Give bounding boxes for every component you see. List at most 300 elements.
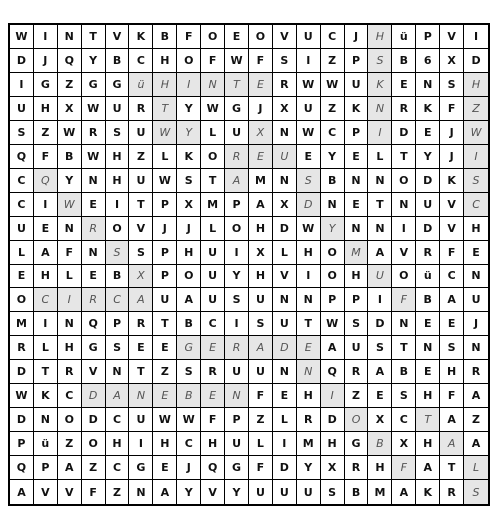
- grid-cell-r2-c11[interactable]: R: [273, 73, 297, 97]
- grid-cell-r12-c14[interactable]: S: [345, 312, 369, 336]
- grid-cell-r15-c5[interactable]: N: [129, 384, 153, 408]
- grid-cell-r5-c13[interactable]: Y: [321, 145, 345, 169]
- grid-cell-r7-c10[interactable]: A: [249, 193, 273, 217]
- grid-cell-r1-c18[interactable]: X: [440, 49, 464, 73]
- grid-cell-r14-c3[interactable]: V: [82, 360, 106, 384]
- grid-cell-r15-c9[interactable]: N: [225, 384, 249, 408]
- grid-cell-r9-c6[interactable]: P: [153, 241, 177, 265]
- grid-cell-r0-c16[interactable]: ü: [392, 25, 416, 49]
- grid-cell-r4-c7[interactable]: Y: [177, 121, 201, 145]
- grid-cell-r14-c12[interactable]: N: [297, 360, 321, 384]
- grid-cell-r0-c11[interactable]: V: [273, 25, 297, 49]
- grid-cell-r5-c2[interactable]: B: [58, 145, 82, 169]
- grid-cell-r9-c11[interactable]: L: [273, 241, 297, 265]
- grid-cell-r4-c12[interactable]: W: [297, 121, 321, 145]
- grid-cell-r11-c4[interactable]: C: [106, 288, 130, 312]
- grid-cell-r17-c19[interactable]: A: [464, 432, 488, 456]
- grid-cell-r13-c2[interactable]: H: [58, 336, 82, 360]
- grid-cell-r10-c12[interactable]: I: [297, 265, 321, 289]
- grid-cell-r4-c17[interactable]: E: [416, 121, 440, 145]
- grid-cell-r10-c18[interactable]: C: [440, 265, 464, 289]
- grid-cell-r7-c3[interactable]: E: [82, 193, 106, 217]
- grid-cell-r18-c2[interactable]: A: [58, 456, 82, 480]
- grid-cell-r15-c7[interactable]: B: [177, 384, 201, 408]
- grid-cell-r19-c8[interactable]: V: [201, 480, 225, 504]
- grid-cell-r0-c2[interactable]: N: [58, 25, 82, 49]
- grid-cell-r3-c19[interactable]: Z: [464, 97, 488, 121]
- grid-cell-r0-c10[interactable]: O: [249, 25, 273, 49]
- grid-cell-r0-c18[interactable]: V: [440, 25, 464, 49]
- grid-cell-r13-c4[interactable]: S: [106, 336, 130, 360]
- grid-cell-r6-c10[interactable]: M: [249, 169, 273, 193]
- grid-cell-r14-c15[interactable]: A: [368, 360, 392, 384]
- grid-cell-r5-c17[interactable]: Y: [416, 145, 440, 169]
- grid-cell-r13-c14[interactable]: U: [345, 336, 369, 360]
- grid-cell-r16-c13[interactable]: D: [321, 408, 345, 432]
- grid-cell-r10-c1[interactable]: H: [34, 265, 58, 289]
- grid-cell-r0-c7[interactable]: F: [177, 25, 201, 49]
- grid-cell-r16-c4[interactable]: C: [106, 408, 130, 432]
- grid-cell-r6-c11[interactable]: N: [273, 169, 297, 193]
- grid-cell-r17-c17[interactable]: H: [416, 432, 440, 456]
- grid-cell-r15-c13[interactable]: I: [321, 384, 345, 408]
- grid-cell-r12-c8[interactable]: C: [201, 312, 225, 336]
- grid-cell-r3-c5[interactable]: R: [129, 97, 153, 121]
- grid-cell-r7-c15[interactable]: T: [368, 193, 392, 217]
- grid-cell-r8-c5[interactable]: V: [129, 217, 153, 241]
- grid-cell-r3-c18[interactable]: F: [440, 97, 464, 121]
- grid-cell-r14-c17[interactable]: E: [416, 360, 440, 384]
- grid-cell-r7-c13[interactable]: N: [321, 193, 345, 217]
- grid-cell-r19-c7[interactable]: Y: [177, 480, 201, 504]
- grid-cell-r17-c1[interactable]: ü: [34, 432, 58, 456]
- grid-cell-r10-c17[interactable]: ü: [416, 265, 440, 289]
- grid-cell-r10-c3[interactable]: E: [82, 265, 106, 289]
- grid-cell-r16-c10[interactable]: Z: [249, 408, 273, 432]
- grid-cell-r6-c9[interactable]: A: [225, 169, 249, 193]
- grid-cell-r9-c12[interactable]: H: [297, 241, 321, 265]
- grid-cell-r13-c3[interactable]: G: [82, 336, 106, 360]
- grid-cell-r7-c4[interactable]: I: [106, 193, 130, 217]
- grid-cell-r1-c15[interactable]: S: [368, 49, 392, 73]
- grid-cell-r9-c7[interactable]: H: [177, 241, 201, 265]
- grid-cell-r2-c10[interactable]: E: [249, 73, 273, 97]
- grid-cell-r10-c16[interactable]: O: [392, 265, 416, 289]
- grid-cell-r3-c8[interactable]: W: [201, 97, 225, 121]
- grid-cell-r11-c8[interactable]: U: [201, 288, 225, 312]
- grid-cell-r15-c15[interactable]: E: [368, 384, 392, 408]
- grid-cell-r6-c13[interactable]: B: [321, 169, 345, 193]
- grid-cell-r0-c19[interactable]: I: [464, 25, 488, 49]
- grid-cell-r7-c17[interactable]: U: [416, 193, 440, 217]
- grid-cell-r1-c12[interactable]: I: [297, 49, 321, 73]
- grid-cell-r5-c15[interactable]: L: [368, 145, 392, 169]
- grid-cell-r2-c17[interactable]: N: [416, 73, 440, 97]
- grid-cell-r12-c9[interactable]: I: [225, 312, 249, 336]
- grid-cell-r3-c11[interactable]: X: [273, 97, 297, 121]
- grid-cell-r16-c8[interactable]: F: [201, 408, 225, 432]
- grid-cell-r15-c0[interactable]: W: [10, 384, 34, 408]
- grid-cell-r13-c13[interactable]: A: [321, 336, 345, 360]
- grid-cell-r9-c4[interactable]: S: [106, 241, 130, 265]
- grid-cell-r8-c11[interactable]: D: [273, 217, 297, 241]
- grid-cell-r19-c3[interactable]: F: [82, 480, 106, 504]
- grid-cell-r3-c7[interactable]: Y: [177, 97, 201, 121]
- grid-cell-r13-c10[interactable]: A: [249, 336, 273, 360]
- grid-cell-r2-c16[interactable]: E: [392, 73, 416, 97]
- grid-cell-r11-c1[interactable]: C: [34, 288, 58, 312]
- grid-cell-r11-c11[interactable]: N: [273, 288, 297, 312]
- grid-cell-r8-c0[interactable]: U: [10, 217, 34, 241]
- grid-cell-r17-c18[interactable]: A: [440, 432, 464, 456]
- grid-cell-r16-c2[interactable]: O: [58, 408, 82, 432]
- grid-cell-r3-c15[interactable]: N: [368, 97, 392, 121]
- grid-cell-r3-c12[interactable]: U: [297, 97, 321, 121]
- grid-cell-r14-c6[interactable]: Z: [153, 360, 177, 384]
- grid-cell-r17-c8[interactable]: H: [201, 432, 225, 456]
- grid-cell-r10-c8[interactable]: U: [201, 265, 225, 289]
- grid-cell-r11-c0[interactable]: O: [10, 288, 34, 312]
- grid-cell-r2-c12[interactable]: W: [297, 73, 321, 97]
- grid-cell-r14-c13[interactable]: Q: [321, 360, 345, 384]
- grid-cell-r9-c10[interactable]: X: [249, 241, 273, 265]
- grid-cell-r6-c18[interactable]: K: [440, 169, 464, 193]
- grid-cell-r5-c7[interactable]: K: [177, 145, 201, 169]
- grid-cell-r4-c16[interactable]: D: [392, 121, 416, 145]
- grid-cell-r5-c11[interactable]: U: [273, 145, 297, 169]
- grid-cell-r5-c6[interactable]: L: [153, 145, 177, 169]
- grid-cell-r4-c9[interactable]: U: [225, 121, 249, 145]
- grid-cell-r8-c2[interactable]: N: [58, 217, 82, 241]
- grid-cell-r3-c3[interactable]: W: [82, 97, 106, 121]
- grid-cell-r9-c15[interactable]: A: [368, 241, 392, 265]
- grid-cell-r12-c7[interactable]: B: [177, 312, 201, 336]
- grid-cell-r3-c1[interactable]: H: [34, 97, 58, 121]
- grid-cell-r7-c18[interactable]: V: [440, 193, 464, 217]
- grid-cell-r9-c13[interactable]: O: [321, 241, 345, 265]
- grid-cell-r18-c0[interactable]: Q: [10, 456, 34, 480]
- grid-cell-r0-c4[interactable]: V: [106, 25, 130, 49]
- grid-cell-r3-c0[interactable]: U: [10, 97, 34, 121]
- grid-cell-r6-c12[interactable]: S: [297, 169, 321, 193]
- grid-cell-r1-c8[interactable]: F: [201, 49, 225, 73]
- grid-cell-r4-c11[interactable]: N: [273, 121, 297, 145]
- grid-cell-r11-c2[interactable]: I: [58, 288, 82, 312]
- grid-cell-r4-c10[interactable]: X: [249, 121, 273, 145]
- grid-cell-r8-c18[interactable]: V: [440, 217, 464, 241]
- grid-cell-r5-c9[interactable]: R: [225, 145, 249, 169]
- grid-cell-r8-c14[interactable]: N: [345, 217, 369, 241]
- grid-cell-r7-c12[interactable]: D: [297, 193, 321, 217]
- grid-cell-r19-c17[interactable]: K: [416, 480, 440, 504]
- grid-cell-r2-c15[interactable]: K: [368, 73, 392, 97]
- grid-cell-r14-c7[interactable]: S: [177, 360, 201, 384]
- grid-cell-r15-c2[interactable]: C: [58, 384, 82, 408]
- grid-cell-r9-c8[interactable]: U: [201, 241, 225, 265]
- grid-cell-r5-c5[interactable]: Z: [129, 145, 153, 169]
- grid-cell-r6-c5[interactable]: U: [129, 169, 153, 193]
- grid-cell-r13-c18[interactable]: S: [440, 336, 464, 360]
- grid-cell-r15-c1[interactable]: K: [34, 384, 58, 408]
- grid-cell-r14-c14[interactable]: R: [345, 360, 369, 384]
- grid-cell-r1-c17[interactable]: 6: [416, 49, 440, 73]
- grid-cell-r5-c19[interactable]: I: [464, 145, 488, 169]
- grid-cell-r1-c5[interactable]: C: [129, 49, 153, 73]
- grid-cell-r3-c6[interactable]: T: [153, 97, 177, 121]
- grid-cell-r10-c0[interactable]: E: [10, 265, 34, 289]
- grid-cell-r8-c16[interactable]: I: [392, 217, 416, 241]
- grid-cell-r4-c13[interactable]: C: [321, 121, 345, 145]
- grid-cell-r13-c12[interactable]: E: [297, 336, 321, 360]
- grid-cell-r19-c6[interactable]: A: [153, 480, 177, 504]
- grid-cell-r9-c2[interactable]: F: [58, 241, 82, 265]
- grid-cell-r3-c17[interactable]: K: [416, 97, 440, 121]
- grid-cell-r13-c8[interactable]: E: [201, 336, 225, 360]
- grid-cell-r1-c11[interactable]: S: [273, 49, 297, 73]
- grid-cell-r18-c10[interactable]: F: [249, 456, 273, 480]
- grid-cell-r12-c1[interactable]: I: [34, 312, 58, 336]
- grid-cell-r6-c0[interactable]: C: [10, 169, 34, 193]
- grid-cell-r1-c3[interactable]: Y: [82, 49, 106, 73]
- grid-cell-r8-c7[interactable]: J: [177, 217, 201, 241]
- grid-cell-r17-c3[interactable]: O: [82, 432, 106, 456]
- grid-cell-r12-c0[interactable]: M: [10, 312, 34, 336]
- grid-cell-r18-c3[interactable]: Z: [82, 456, 106, 480]
- grid-cell-r2-c8[interactable]: N: [201, 73, 225, 97]
- grid-cell-r16-c3[interactable]: D: [82, 408, 106, 432]
- grid-cell-r7-c9[interactable]: P: [225, 193, 249, 217]
- grid-cell-r19-c10[interactable]: U: [249, 480, 273, 504]
- grid-cell-r4-c6[interactable]: W: [153, 121, 177, 145]
- grid-cell-r10-c2[interactable]: L: [58, 265, 82, 289]
- grid-cell-r11-c6[interactable]: U: [153, 288, 177, 312]
- grid-cell-r2-c5[interactable]: ü: [129, 73, 153, 97]
- grid-cell-r4-c15[interactable]: I: [368, 121, 392, 145]
- grid-cell-r14-c19[interactable]: R: [464, 360, 488, 384]
- grid-cell-r10-c14[interactable]: H: [345, 265, 369, 289]
- grid-cell-r2-c19[interactable]: H: [464, 73, 488, 97]
- grid-cell-r18-c6[interactable]: E: [153, 456, 177, 480]
- grid-cell-r2-c14[interactable]: U: [345, 73, 369, 97]
- grid-cell-r18-c7[interactable]: J: [177, 456, 201, 480]
- grid-cell-r8-c3[interactable]: R: [82, 217, 106, 241]
- grid-cell-r12-c19[interactable]: J: [464, 312, 488, 336]
- grid-cell-r16-c0[interactable]: D: [10, 408, 34, 432]
- grid-cell-r16-c6[interactable]: W: [153, 408, 177, 432]
- grid-cell-r10-c13[interactable]: O: [321, 265, 345, 289]
- grid-cell-r9-c1[interactable]: A: [34, 241, 58, 265]
- grid-cell-r6-c15[interactable]: N: [368, 169, 392, 193]
- grid-cell-r9-c19[interactable]: E: [464, 241, 488, 265]
- grid-cell-r17-c5[interactable]: I: [129, 432, 153, 456]
- grid-cell-r16-c12[interactable]: R: [297, 408, 321, 432]
- grid-cell-r19-c11[interactable]: U: [273, 480, 297, 504]
- grid-cell-r9-c5[interactable]: S: [129, 241, 153, 265]
- grid-cell-r7-c7[interactable]: X: [177, 193, 201, 217]
- grid-cell-r5-c12[interactable]: E: [297, 145, 321, 169]
- grid-cell-r4-c4[interactable]: S: [106, 121, 130, 145]
- grid-cell-r6-c7[interactable]: S: [177, 169, 201, 193]
- grid-cell-r5-c10[interactable]: E: [249, 145, 273, 169]
- grid-cell-r7-c8[interactable]: M: [201, 193, 225, 217]
- grid-cell-r13-c7[interactable]: G: [177, 336, 201, 360]
- grid-cell-r5-c16[interactable]: T: [392, 145, 416, 169]
- grid-cell-r1-c7[interactable]: O: [177, 49, 201, 73]
- grid-cell-r19-c9[interactable]: Y: [225, 480, 249, 504]
- grid-cell-r11-c9[interactable]: S: [225, 288, 249, 312]
- grid-cell-r3-c16[interactable]: R: [392, 97, 416, 121]
- grid-cell-r2-c0[interactable]: I: [10, 73, 34, 97]
- grid-cell-r8-c12[interactable]: W: [297, 217, 321, 241]
- grid-cell-r2-c2[interactable]: Z: [58, 73, 82, 97]
- grid-cell-r2-c6[interactable]: H: [153, 73, 177, 97]
- grid-cell-r8-c17[interactable]: D: [416, 217, 440, 241]
- grid-cell-r5-c18[interactable]: J: [440, 145, 464, 169]
- grid-cell-r17-c9[interactable]: U: [225, 432, 249, 456]
- grid-cell-r3-c4[interactable]: U: [106, 97, 130, 121]
- grid-cell-r2-c7[interactable]: I: [177, 73, 201, 97]
- grid-cell-r12-c2[interactable]: N: [58, 312, 82, 336]
- grid-cell-r13-c19[interactable]: N: [464, 336, 488, 360]
- grid-cell-r10-c4[interactable]: B: [106, 265, 130, 289]
- grid-cell-r4-c18[interactable]: J: [440, 121, 464, 145]
- grid-cell-r1-c16[interactable]: B: [392, 49, 416, 73]
- grid-cell-r11-c12[interactable]: N: [297, 288, 321, 312]
- grid-cell-r17-c12[interactable]: M: [297, 432, 321, 456]
- grid-cell-r8-c8[interactable]: L: [201, 217, 225, 241]
- grid-cell-r13-c15[interactable]: S: [368, 336, 392, 360]
- grid-cell-r16-c17[interactable]: T: [416, 408, 440, 432]
- grid-cell-r11-c5[interactable]: A: [129, 288, 153, 312]
- grid-cell-r18-c15[interactable]: H: [368, 456, 392, 480]
- grid-cell-r0-c6[interactable]: B: [153, 25, 177, 49]
- grid-cell-r10-c7[interactable]: O: [177, 265, 201, 289]
- grid-cell-r12-c11[interactable]: U: [273, 312, 297, 336]
- grid-cell-r12-c13[interactable]: W: [321, 312, 345, 336]
- grid-cell-r0-c8[interactable]: O: [201, 25, 225, 49]
- grid-cell-r1-c13[interactable]: Z: [321, 49, 345, 73]
- grid-cell-r14-c11[interactable]: N: [273, 360, 297, 384]
- grid-cell-r18-c4[interactable]: C: [106, 456, 130, 480]
- grid-cell-r6-c19[interactable]: S: [464, 169, 488, 193]
- grid-cell-r11-c18[interactable]: A: [440, 288, 464, 312]
- grid-cell-r6-c1[interactable]: Q: [34, 169, 58, 193]
- grid-cell-r3-c13[interactable]: Z: [321, 97, 345, 121]
- grid-cell-r11-c17[interactable]: B: [416, 288, 440, 312]
- grid-cell-r18-c1[interactable]: P: [34, 456, 58, 480]
- grid-cell-r14-c10[interactable]: U: [249, 360, 273, 384]
- grid-cell-r12-c16[interactable]: N: [392, 312, 416, 336]
- grid-cell-r6-c3[interactable]: N: [82, 169, 106, 193]
- grid-cell-r17-c11[interactable]: I: [273, 432, 297, 456]
- grid-cell-r4-c5[interactable]: U: [129, 121, 153, 145]
- grid-cell-r5-c14[interactable]: E: [345, 145, 369, 169]
- grid-cell-r18-c19[interactable]: L: [464, 456, 488, 480]
- grid-cell-r16-c7[interactable]: W: [177, 408, 201, 432]
- grid-cell-r0-c1[interactable]: I: [34, 25, 58, 49]
- grid-cell-r12-c4[interactable]: P: [106, 312, 130, 336]
- grid-cell-r19-c18[interactable]: R: [440, 480, 464, 504]
- grid-cell-r14-c16[interactable]: B: [392, 360, 416, 384]
- grid-cell-r14-c0[interactable]: D: [10, 360, 34, 384]
- grid-cell-r5-c8[interactable]: O: [201, 145, 225, 169]
- grid-cell-r0-c15[interactable]: H: [368, 25, 392, 49]
- grid-cell-r0-c9[interactable]: E: [225, 25, 249, 49]
- grid-cell-r16-c19[interactable]: Z: [464, 408, 488, 432]
- grid-cell-r12-c10[interactable]: S: [249, 312, 273, 336]
- grid-cell-r6-c2[interactable]: Y: [58, 169, 82, 193]
- grid-cell-r2-c4[interactable]: G: [106, 73, 130, 97]
- grid-cell-r19-c5[interactable]: N: [129, 480, 153, 504]
- grid-cell-r17-c2[interactable]: Z: [58, 432, 82, 456]
- grid-cell-r11-c14[interactable]: P: [345, 288, 369, 312]
- grid-cell-r10-c19[interactable]: N: [464, 265, 488, 289]
- grid-cell-r8-c15[interactable]: N: [368, 217, 392, 241]
- grid-cell-r9-c3[interactable]: N: [82, 241, 106, 265]
- grid-cell-r9-c14[interactable]: M: [345, 241, 369, 265]
- grid-cell-r0-c14[interactable]: J: [345, 25, 369, 49]
- grid-cell-r1-c6[interactable]: H: [153, 49, 177, 73]
- grid-cell-r14-c9[interactable]: U: [225, 360, 249, 384]
- grid-cell-r7-c14[interactable]: E: [345, 193, 369, 217]
- grid-cell-r15-c18[interactable]: F: [440, 384, 464, 408]
- grid-cell-r7-c11[interactable]: X: [273, 193, 297, 217]
- grid-cell-r2-c3[interactable]: G: [82, 73, 106, 97]
- grid-cell-r8-c4[interactable]: O: [106, 217, 130, 241]
- grid-cell-r10-c9[interactable]: Y: [225, 265, 249, 289]
- grid-cell-r18-c16[interactable]: F: [392, 456, 416, 480]
- grid-cell-r1-c14[interactable]: P: [345, 49, 369, 73]
- grid-cell-r19-c15[interactable]: M: [368, 480, 392, 504]
- grid-cell-r17-c7[interactable]: C: [177, 432, 201, 456]
- grid-cell-r9-c18[interactable]: F: [440, 241, 464, 265]
- grid-cell-r17-c15[interactable]: B: [368, 432, 392, 456]
- grid-cell-r18-c14[interactable]: R: [345, 456, 369, 480]
- grid-cell-r11-c10[interactable]: U: [249, 288, 273, 312]
- grid-cell-r16-c18[interactable]: A: [440, 408, 464, 432]
- grid-cell-r8-c10[interactable]: H: [249, 217, 273, 241]
- grid-cell-r6-c16[interactable]: O: [392, 169, 416, 193]
- grid-cell-r16-c9[interactable]: P: [225, 408, 249, 432]
- grid-cell-r9-c9[interactable]: I: [225, 241, 249, 265]
- grid-cell-r15-c4[interactable]: A: [106, 384, 130, 408]
- grid-cell-r9-c16[interactable]: V: [392, 241, 416, 265]
- grid-cell-r14-c1[interactable]: T: [34, 360, 58, 384]
- grid-cell-r11-c15[interactable]: I: [368, 288, 392, 312]
- grid-cell-r12-c18[interactable]: E: [440, 312, 464, 336]
- grid-cell-r13-c0[interactable]: R: [10, 336, 34, 360]
- grid-cell-r13-c1[interactable]: L: [34, 336, 58, 360]
- grid-cell-r9-c17[interactable]: R: [416, 241, 440, 265]
- grid-cell-r18-c5[interactable]: G: [129, 456, 153, 480]
- grid-cell-r16-c1[interactable]: N: [34, 408, 58, 432]
- grid-cell-r19-c13[interactable]: S: [321, 480, 345, 504]
- grid-cell-r13-c11[interactable]: D: [273, 336, 297, 360]
- grid-cell-r11-c3[interactable]: R: [82, 288, 106, 312]
- grid-cell-r9-c0[interactable]: L: [10, 241, 34, 265]
- grid-cell-r3-c2[interactable]: X: [58, 97, 82, 121]
- grid-cell-r14-c2[interactable]: R: [58, 360, 82, 384]
- grid-cell-r4-c14[interactable]: P: [345, 121, 369, 145]
- grid-cell-r12-c12[interactable]: T: [297, 312, 321, 336]
- grid-cell-r13-c6[interactable]: E: [153, 336, 177, 360]
- grid-cell-r18-c18[interactable]: T: [440, 456, 464, 480]
- grid-cell-r16-c14[interactable]: O: [345, 408, 369, 432]
- grid-cell-r18-c17[interactable]: A: [416, 456, 440, 480]
- grid-cell-r10-c6[interactable]: P: [153, 265, 177, 289]
- grid-cell-r15-c19[interactable]: A: [464, 384, 488, 408]
- grid-cell-r0-c13[interactable]: C: [321, 25, 345, 49]
